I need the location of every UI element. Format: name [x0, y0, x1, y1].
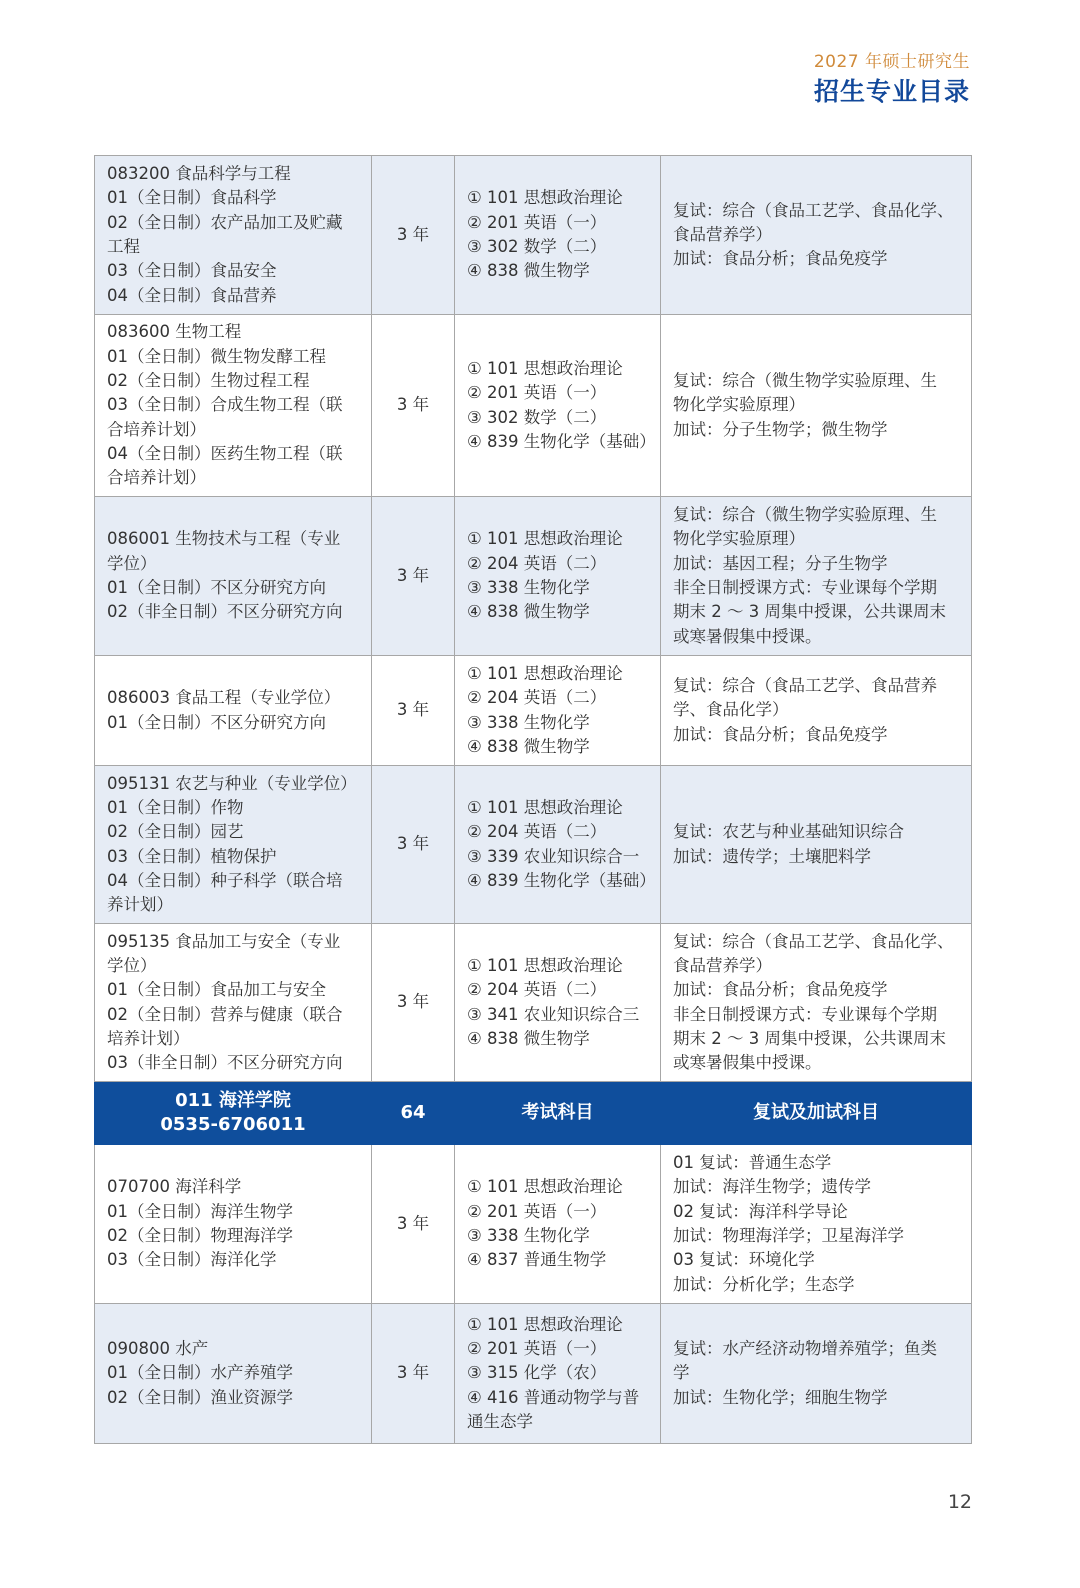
major-cell — [95, 656, 372, 766]
exam-line: ③ 302 数学（二） — [467, 407, 607, 427]
retest-cell — [661, 766, 972, 924]
major-line: 086001 生物技术与工程（专业 — [107, 529, 341, 549]
exam-line: ③ 338 生物化学 — [467, 578, 590, 597]
retest-cell — [661, 1304, 972, 1444]
retest-cell — [661, 1145, 972, 1304]
enrollment-count: 64 — [372, 1082, 455, 1145]
table-row — [95, 156, 972, 315]
retest-line: 物化学实验原理） — [673, 529, 805, 549]
exam-cell — [455, 315, 661, 497]
major-line: 083600 生物工程 — [107, 322, 242, 342]
exam-line: ② 201 英语（一） — [467, 1201, 607, 1221]
exam-line: ③ 302 数学（二） — [467, 237, 607, 256]
major-line: 01（全日制）海洋生物学 — [107, 1201, 293, 1221]
retest-line: 加试：生物化学；细胞生物学 — [673, 1387, 888, 1407]
school-phone: 0535-6706011 — [160, 1114, 306, 1135]
major-line: 02（全日制）渔业资源学 — [107, 1387, 293, 1407]
retest-cell — [661, 315, 972, 497]
exam-cell — [455, 156, 661, 315]
table-row — [95, 1304, 972, 1444]
exam-line: ④ 416 普通动物学与普 — [467, 1387, 640, 1407]
major-line: 03（全日制）海洋化学 — [107, 1250, 277, 1270]
exam-line: ① 101 思想政治理论 — [467, 797, 623, 817]
major-line: 学位） — [107, 955, 157, 975]
exam-line: ③ 338 生物化学 — [467, 1226, 590, 1245]
years-cell: 3 年 — [372, 156, 455, 315]
retest-line: 复试：农艺与种业基础知识综合 — [673, 822, 904, 842]
retest-line: 01 复试：普通生态学 — [673, 1153, 832, 1173]
major-line: 03（非全日制）不区分研究方向 — [107, 1053, 343, 1073]
exam-line: ④ 839 生物化学（基础） — [467, 431, 656, 451]
major-line: 02（全日制）营养与健康（联合 — [107, 1004, 343, 1024]
years-cell: 3 年 — [372, 315, 455, 497]
exam-line: ① 101 思想政治理论 — [467, 1177, 623, 1197]
retest-line: 食品营养学） — [673, 955, 772, 975]
major-cell — [95, 315, 372, 497]
exam-line: ② 201 英语（一） — [467, 383, 607, 403]
major-cell — [95, 1304, 372, 1444]
school-cell — [95, 1082, 372, 1145]
major-cell — [95, 156, 372, 315]
exam-line: ① 101 思想政治理论 — [467, 663, 623, 683]
exam-line: ④ 838 微生物学 — [467, 1028, 590, 1048]
exam-line: ② 201 英语（一） — [467, 1339, 607, 1359]
retest-line: 加试：食品分析；食品免疫学 — [673, 980, 888, 1000]
retest-line: 或寒暑假集中授课。 — [673, 626, 822, 646]
table-row — [95, 1145, 972, 1304]
exam-line: ③ 338 生物化学 — [467, 712, 590, 732]
major-cell — [95, 924, 372, 1082]
major-line: 01（全日制）食品科学 — [107, 188, 277, 208]
major-line: 养计划） — [107, 895, 173, 915]
exam-line: ④ 838 微生物学 — [467, 736, 590, 756]
retest-cell — [661, 656, 972, 766]
retest-line: 学、食品化学） — [673, 700, 789, 720]
page-header — [814, 50, 970, 110]
exam-cell — [455, 497, 661, 656]
retest-line: 复试：综合（食品工艺学、食品化学、 — [673, 931, 954, 951]
major-line: 090800 水产 — [107, 1339, 209, 1359]
major-line: 02（全日制）生物过程工程 — [107, 371, 310, 391]
exam-line: ② 204 英语（二） — [467, 688, 607, 708]
exam-line: ① 101 思想政治理论 — [467, 955, 623, 975]
major-line: 学位） — [107, 553, 157, 573]
major-line: 03（全日制）合成生物工程（联 — [107, 395, 343, 415]
retest-line: 加试：物理海洋学；卫星海洋学 — [673, 1226, 904, 1245]
major-line: 070700 海洋科学 — [107, 1177, 242, 1197]
page-number: 12 — [947, 1491, 972, 1513]
years-cell: 3 年 — [372, 766, 455, 924]
table-row — [95, 497, 972, 656]
exam-line: ④ 837 普通生物学 — [467, 1250, 607, 1270]
exam-cell — [455, 766, 661, 924]
major-line: 02（全日制）物理海洋学 — [107, 1226, 293, 1245]
years-cell: 3 年 — [372, 924, 455, 1082]
school-name: 011 海洋学院 — [175, 1090, 291, 1111]
major-line: 01（全日制）不区分研究方向 — [107, 712, 326, 732]
retest-line: 复试：综合（微生物学实验原理、生 — [673, 505, 937, 525]
exam-line: ① 101 思想政治理论 — [467, 1314, 623, 1334]
retest-line: 学 — [673, 1363, 690, 1383]
retest-cell — [661, 497, 972, 656]
exam-line: ③ 341 农业知识综合三 — [467, 1004, 640, 1024]
retest-line: 02 复试：海洋科学导论 — [673, 1201, 848, 1221]
retest-line: 非全日制授课方式：专业课每个学期 — [673, 1004, 937, 1024]
retest-line: 物化学实验原理） — [673, 395, 805, 415]
major-line: 03（全日制）食品安全 — [107, 261, 277, 281]
major-line: 02（全日制）园艺 — [107, 822, 244, 842]
exam-cell — [455, 656, 661, 766]
retest-line: 期末 2 ～ 3 周集中授课，公共课周末 — [673, 602, 946, 622]
exam-line: ① 101 思想政治理论 — [467, 358, 623, 378]
table-row — [95, 766, 972, 924]
table-row — [95, 656, 972, 766]
major-line: 083200 食品科学与工程 — [107, 164, 291, 184]
major-line: 02（非全日制）不区分研究方向 — [107, 602, 343, 622]
major-line: 04（全日制）医药生物工程（联 — [107, 443, 343, 463]
exam-cell — [455, 1304, 661, 1444]
exam-header: 考试科目 — [455, 1082, 661, 1145]
exam-line: ① 101 思想政治理论 — [467, 529, 623, 549]
exam-line: ② 204 英语（二） — [467, 553, 607, 573]
retest-line: 03 复试：环境化学 — [673, 1250, 815, 1270]
major-line: 095135 食品加工与安全（专业 — [107, 931, 341, 951]
retest-line: 加试：分子生物学；微生物学 — [673, 419, 888, 439]
major-line: 合培养计划） — [107, 468, 206, 488]
retest-line: 加试：食品分析；食品免疫学 — [673, 724, 888, 744]
major-line: 01（全日制）水产养殖学 — [107, 1363, 293, 1383]
retest-line: 加试：食品分析；食品免疫学 — [673, 249, 888, 269]
exam-line: ③ 339 农业知识综合一 — [467, 846, 640, 866]
table-row — [95, 924, 972, 1082]
header-title: 招生专业目录 — [813, 77, 970, 106]
years-cell: 3 年 — [372, 1304, 455, 1444]
retest-header: 复试及加试科目 — [661, 1082, 972, 1145]
years-cell: 3 年 — [372, 656, 455, 766]
exam-line: ② 201 英语（一） — [467, 212, 607, 232]
years-cell: 3 年 — [372, 497, 455, 656]
catalog-table — [94, 155, 972, 1444]
major-line: 02（全日制）农产品加工及贮藏 — [107, 212, 343, 232]
retest-line: 复试：综合（食品工艺学、食品化学、 — [673, 200, 954, 220]
retest-line: 加试：遗传学；土壤肥料学 — [673, 846, 871, 866]
exam-line: ② 204 英语（二） — [467, 980, 607, 1000]
exam-line: 通生态学 — [467, 1411, 533, 1431]
major-line: 095131 农艺与种业（专业学位） — [107, 773, 357, 793]
exam-line: ④ 839 生物化学（基础） — [467, 870, 656, 890]
major-line: 培养计划） — [107, 1028, 190, 1048]
major-cell — [95, 497, 372, 656]
major-line: 合培养计划） — [107, 419, 206, 439]
exam-line: ① 101 思想政治理论 — [467, 188, 623, 208]
major-cell — [95, 1145, 372, 1304]
retest-line: 复试：综合（微生物学实验原理、生 — [673, 371, 937, 391]
exam-line: ③ 315 化学（农） — [467, 1363, 607, 1383]
exam-line: ② 204 英语（二） — [467, 822, 607, 842]
exam-cell — [455, 924, 661, 1082]
major-line: 01（全日制）食品加工与安全 — [107, 980, 326, 1000]
exam-line: ④ 838 微生物学 — [467, 602, 590, 622]
major-cell — [95, 766, 372, 924]
retest-line: 复试：综合（食品工艺学、食品营养 — [673, 676, 937, 696]
retest-line: 或寒暑假集中授课。 — [673, 1053, 822, 1073]
table-row — [95, 315, 972, 497]
header-subtitle: 2027 年硕士研究生 — [813, 52, 970, 72]
retest-cell — [661, 156, 972, 315]
retest-cell — [661, 924, 972, 1082]
major-line: 04（全日制）食品营养 — [107, 285, 277, 305]
retest-line: 食品营养学） — [673, 224, 772, 244]
major-line: 01（全日制）微生物发酵工程 — [107, 346, 326, 366]
major-line: 03（全日制）植物保护 — [107, 846, 277, 866]
retest-line: 加试：基因工程；分子生物学 — [673, 553, 888, 573]
section-header-row — [95, 1082, 972, 1145]
major-line: 01（全日制）不区分研究方向 — [107, 578, 326, 597]
exam-line: ④ 838 微生物学 — [467, 261, 590, 281]
exam-cell — [455, 1145, 661, 1304]
retest-line: 加试：分析化学；生态学 — [673, 1274, 855, 1294]
major-line: 086003 食品工程（专业学位） — [107, 688, 341, 708]
major-line: 01（全日制）作物 — [107, 797, 244, 817]
major-line: 04（全日制）种子科学（联合培 — [107, 870, 343, 890]
retest-line: 复试：水产经济动物增养殖学；鱼类 — [673, 1339, 937, 1359]
major-line: 工程 — [107, 237, 140, 256]
retest-line: 期末 2 ～ 3 周集中授课，公共课周末 — [673, 1028, 946, 1048]
retest-line: 非全日制授课方式：专业课每个学期 — [673, 578, 937, 597]
years-cell: 3 年 — [372, 1145, 455, 1304]
retest-line: 加试：海洋生物学；遗传学 — [673, 1177, 871, 1197]
